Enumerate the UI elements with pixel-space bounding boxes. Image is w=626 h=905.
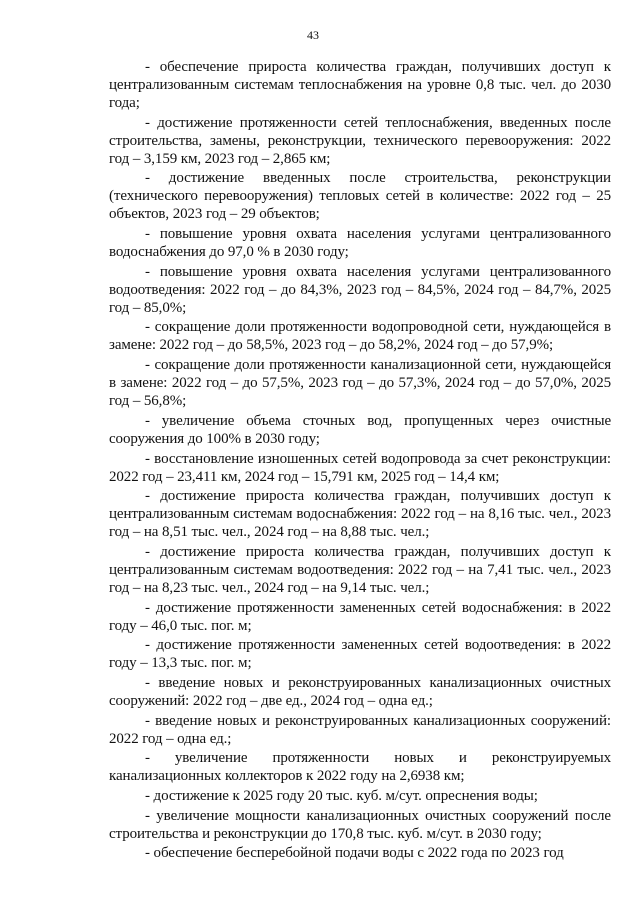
list-item: - обеспечение прироста количества граждан, получивших доступ к централизованным системам теплоснабжения на уровне 0,8 тыс. чел. до 2030 года; [109,59,611,111]
list-item: - достижение протяженности замененных сетей водоотведения: в 2022 году – 13,3 тыс. пог. м; [109,637,611,672]
page-number: 43 [307,28,319,42]
body-text [109,58,611,864]
list-item: - сокращение доли протяженности канализационной сети, нуждающейся в замене: 2022 год – до 57,5%, 2023 год – до 57,3%, 2024 год – до 57,0%, 2025 год – 56,8%; [109,357,611,410]
list-item: - повышение уровня охвата населения услугами централизованного водоотведения: 2022 год – до 84,3%, 2023 год – 84,5%, 2024 год – 84,7%, 2025 год – 85,0%; [109,263,611,316]
list-item: - увеличение мощности канализационных очистных сооружений после строительства и реконструкции до 170,8 тыс. куб. м/сут. в 2030 году; [109,807,611,842]
list-item: - сокращение доли протяженности водопроводной сети, нуждающейся в замене: 2022 год – до 58,5%, 2023 год – до 58,2%, 2024 год – до 57,9%; [109,319,611,354]
list-item: - введение новых и реконструированных канализационных сооружений: 2022 год – одна ед.; [109,712,611,747]
list-item: - введение новых и реконструированных канализационных очистных сооружений: 2022 год – две ед., 2024 год – одна ед.; [109,674,611,709]
list-item: - достижение протяженности сетей теплоснабжения, введенных после строительства, замены, реконструкции, технического перевооружения: 2022 год – 3,159 км, 2023 год – 2,865 км; [109,114,611,167]
list-item: - достижение введенных после строительства, реконструкции (технического перевооружения) тепловых сетей в количестве: 2022 год – 25 объектов, 2023 год – 29 объектов; [109,170,611,223]
list-item: - обеспечение бесперебойной подачи воды с 2022 года по 2023 год [145,845,564,862]
list-item: - восстановление изношенных сетей водопровода за счет реконструкции: 2022 год – 23,411 км, 2024 год – 15,791 км, 2025 год – 14,4 км; [109,450,611,485]
list-item: - достижение протяженности замененных сетей водоснабжения: в 2022 году – 46,0 тыс. пог. м; [109,599,611,634]
list-item: - повышение уровня охвата населения услугами централизованного водоснабжения до 97,0 % в 2030 году; [109,226,611,261]
list-item: - увеличение объема сточных вод, пропущенных через очистные сооружения до 100% в 2030 году; [109,412,611,447]
list-item: - увеличение протяженности новых и реконструируемых канализационных коллекторов к 2022 году на 2,6938 км; [109,750,611,785]
list-item: - достижение к 2025 году 20 тыс. куб. м/сут. опреснения воды; [145,788,538,804]
list-item: - достижение прироста количества граждан, получивших доступ к централизованным системам водоотведения: 2022 год – на 7,41 тыс. чел., 2023 год – на 8,23 тыс. чел., 2024 год – на 9,14 тыс. чел.; [109,543,611,596]
list-item: - достижение прироста количества граждан, получивших доступ к централизованным системам водоснабжения: 2022 год – на 8,16 тыс. чел., 2023 год – на 8,51 тыс. чел., 2024 год – на 8,88 тыс. чел.; [109,488,611,541]
